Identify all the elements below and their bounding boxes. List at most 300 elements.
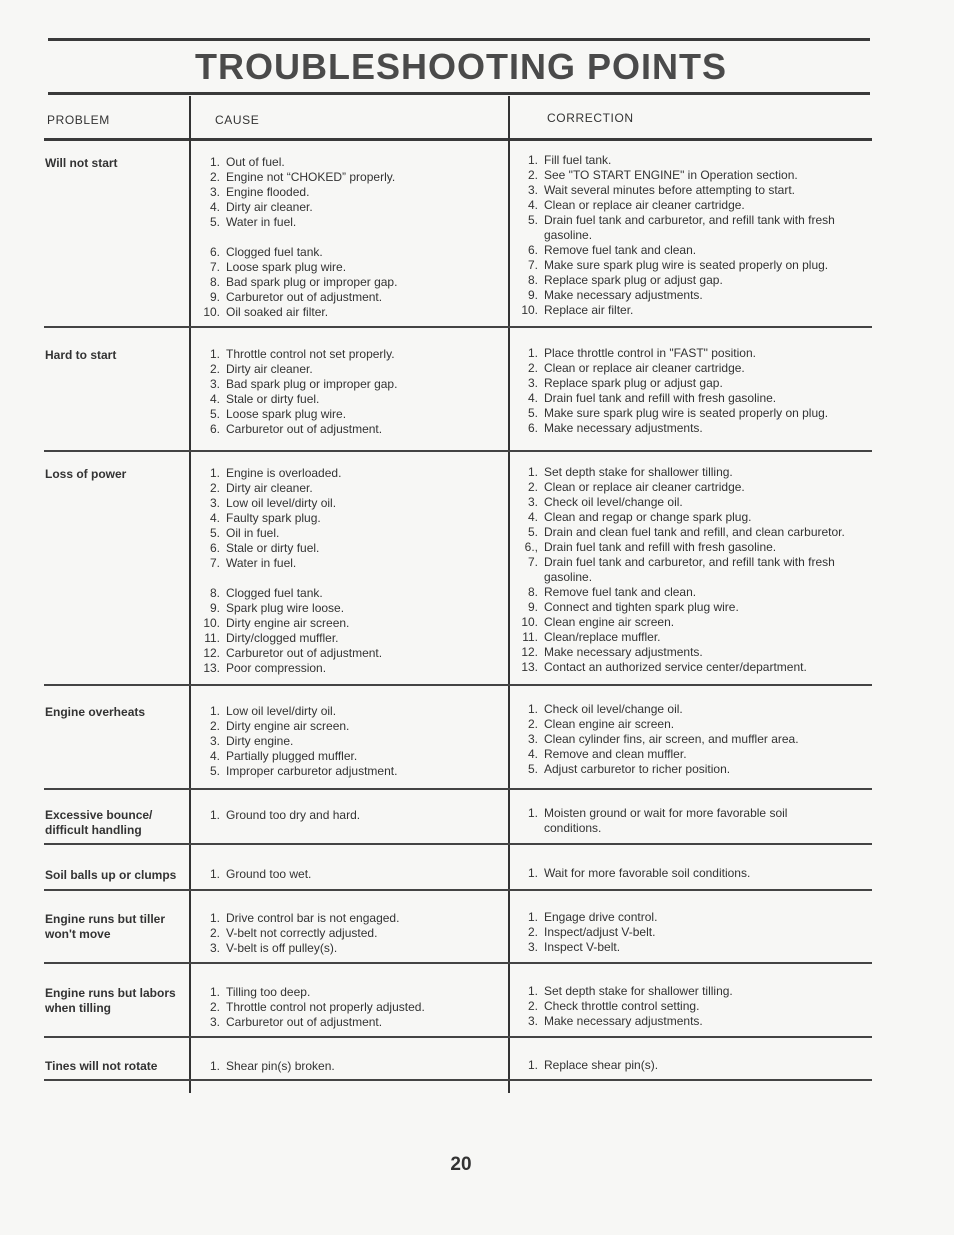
list-item [514,717,864,732]
item-number: 12. [521,645,538,659]
problem-label: Engine runs but labors when tilling [45,986,176,1015]
list-item [514,273,864,288]
cause-list [196,911,501,956]
item-text: Drain fuel tank and refill with fresh gasoline. [544,540,777,554]
list-item [196,305,501,320]
item-number: 6. [209,541,220,555]
item-number: 11. [204,631,220,645]
correction-list [514,702,864,777]
item-number: 9. [527,600,538,614]
list-item [196,155,501,170]
list-item [514,866,864,881]
list-item [514,303,864,318]
item-number: 1. [527,346,538,360]
item-text: Faulty spark plug. [226,511,321,525]
item-text: Replace shear pin(s). [544,1058,659,1072]
item-text: Carburetor out of adjustment. [226,1015,383,1029]
item-number: 5. [209,215,220,229]
item-number: 4. [527,198,538,212]
item-text: Ground too wet. [226,867,312,881]
item-text: Loose spark plug wire. [226,407,347,421]
list-item [514,288,864,303]
row-divider [44,1079,872,1081]
list-item [196,764,501,779]
list-item [514,510,864,525]
item-number: 2. [527,480,538,494]
item-number: 1. [209,867,220,881]
page-title: TROUBLESHOOTING POINTS [195,46,728,87]
item-number: 1. [209,1059,220,1073]
item-text: Clean engine air screen. [544,615,675,629]
item-text: Make necessary adjustments. [544,1014,703,1028]
header-correction: CORRECTION [547,111,634,125]
list-item [514,376,864,391]
list-item [196,185,501,200]
correction-list [514,984,864,1029]
cause-divider [189,96,191,1093]
list-item [196,631,501,646]
problem-label: Hard to start [45,348,117,362]
correction-list [514,465,864,675]
item-text: V-belt is off pulley(s). [226,941,338,955]
item-number: 8. [209,275,220,289]
list-item [196,1059,501,1074]
item-text: Drain fuel tank and carburetor, and refill tank with fresh gasoline. [544,213,835,242]
item-text: Make necessary adjustments. [544,421,703,435]
item-number: 4. [209,200,220,214]
item-number: 10. [521,615,538,629]
item-number: 4. [209,392,220,406]
item-text: Clean or replace air cleaner cartridge. [544,361,745,375]
list-item [196,407,501,422]
list-item [514,1058,864,1073]
list-item [514,168,864,183]
list-item [196,170,501,185]
cause-list [196,867,501,882]
item-number: 2. [209,481,220,495]
list-item [196,808,501,823]
cause-list [196,985,501,1030]
item-number: 6., [524,540,538,554]
list-item [514,183,864,198]
item-number: 3. [209,734,220,748]
item-number: 7. [209,260,220,274]
list-item [196,215,501,230]
item-number: 6. [527,421,538,435]
list-item [514,406,864,421]
item-text: Inspect/adjust V-belt. [544,925,656,939]
list-item [514,153,864,168]
list-item [196,661,501,676]
item-number: 1. [209,985,220,999]
item-text: Partially plugged muffler. [226,749,358,763]
list-item [514,702,864,717]
item-text: Throttle control not properly adjusted. [226,1000,425,1014]
item-number: 2. [527,168,538,182]
row-divider [44,788,872,790]
item-text: Make necessary adjustments. [544,645,703,659]
list-item [196,466,501,481]
item-text: Oil in fuel. [226,526,280,540]
item-text: Dirty/clogged muffler. [226,631,339,645]
item-text: Dirty engine. [226,734,294,748]
problem-label: Will not start [45,156,118,170]
item-number: 2. [527,361,538,375]
item-number: 3. [527,940,538,954]
cause-list [196,808,501,823]
item-number: 3. [209,377,220,391]
item-number: 5. [527,406,538,420]
item-number: 1. [209,704,220,718]
list-item [514,495,864,510]
list-item [514,243,864,258]
list-item [196,556,501,571]
item-text: Make sure spark plug wire is seated properly on plug. [544,406,829,420]
list-item [514,762,864,777]
item-text: Remove and clean muffler. [544,747,687,761]
item-text: Remove fuel tank and clean. [544,585,697,599]
list-item [514,555,864,585]
item-text: Clean/replace muffler. [544,630,661,644]
item-text: Drain and clean fuel tank and refill, and clean carburetor. [544,525,845,539]
item-number: 3. [209,941,220,955]
item-number: 7. [527,555,538,569]
item-text: Inspect V-belt. [544,940,621,954]
list-item [514,940,864,955]
item-text: Low oil level/dirty oil. [226,704,337,718]
list-item [514,213,864,243]
row-divider [44,1036,872,1038]
correction-list [514,910,864,955]
item-text: Stale or dirty fuel. [226,392,320,406]
item-text: Check oil level/change oil. [544,702,683,716]
item-text: Remove fuel tank and clean. [544,243,697,257]
list-item [514,258,864,273]
list-item [196,1000,501,1015]
row-divider [44,326,872,328]
item-text: Shear pin(s) broken. [226,1059,335,1073]
correction-list [514,153,864,318]
item-number: 5. [209,764,220,778]
list-item [514,540,864,555]
item-text: Clean cylinder fins, air screen, and muffler area. [544,732,799,746]
list-item [514,984,864,999]
item-number: 13. [521,660,538,674]
problem-label: Loss of power [45,467,127,481]
item-number: 2. [527,717,538,731]
row-divider [44,843,872,845]
item-number: 9. [209,601,220,615]
list-item [514,391,864,406]
item-number: 3. [209,1015,220,1029]
item-number: 8. [527,585,538,599]
item-text: Place throttle control in "FAST" position. [544,346,756,360]
correction-list [514,806,799,836]
item-text: Moisten ground or wait for more favorable soil conditions. [544,806,788,835]
item-text: Carburetor out of adjustment. [226,290,383,304]
item-text: Poor compression. [226,661,327,675]
cause-list [196,1059,501,1074]
list-item [196,362,501,377]
item-number: 1. [527,153,538,167]
cause-list [196,466,501,676]
list-item [514,600,864,615]
list-item [514,525,864,540]
list-item [514,630,864,645]
item-text: Connect and tighten spark plug wire. [544,600,739,614]
item-text: Low oil level/dirty oil. [226,496,337,510]
item-number: 5. [209,407,220,421]
item-text: Dirty air cleaner. [226,362,313,376]
cause-list [196,347,501,437]
item-number: 4. [209,749,220,763]
item-text: Clean and regap or change spark plug. [544,510,752,524]
row-divider [44,962,872,964]
item-text: Out of fuel. [226,155,285,169]
list-gap [196,571,501,586]
item-number: 2. [209,170,220,184]
item-text: Make sure spark plug wire is seated properly on plug. [544,258,829,272]
item-number: 3. [527,183,538,197]
list-item [196,290,501,305]
item-number: 7. [527,258,538,272]
item-text: Spark plug wire loose. [226,601,345,615]
item-number: 2. [209,926,220,940]
problem-label: Engine overheats [45,705,146,719]
item-text: Replace spark plug or adjust gap. [544,273,723,287]
item-text: Engine is overloaded. [226,466,342,480]
list-item [196,260,501,275]
item-text: Replace spark plug or adjust gap. [544,376,723,390]
row-divider [44,450,872,452]
item-number: 3. [527,1014,538,1028]
item-text: Wait several minutes before attempting to start. [544,183,795,197]
list-item [514,1014,864,1029]
item-number: 1. [527,465,538,479]
item-text: Ground too dry and hard. [226,808,361,822]
list-item [196,941,501,956]
list-item [196,867,501,882]
list-item [196,275,501,290]
item-number: 1. [209,911,220,925]
item-text: Replace air filter. [544,303,634,317]
item-number: 10. [521,303,538,317]
title-rule [48,92,870,95]
list-item [196,911,501,926]
list-item [196,496,501,511]
list-item [196,541,501,556]
item-text: See "TO START ENGINE" in Operation section. [544,168,798,182]
item-text: V-belt not correctly adjusted. [226,926,378,940]
list-item [196,719,501,734]
item-text: Check throttle control setting. [544,999,700,1013]
item-number: 9. [527,288,538,302]
list-item [196,926,501,941]
list-item [196,511,501,526]
list-item [196,749,501,764]
item-text: Wait for more favorable soil conditions. [544,866,751,880]
list-item [196,586,501,601]
list-item [514,615,864,630]
item-text: Drive control bar is not engaged. [226,911,400,925]
top-rule [48,38,870,41]
item-number: 4. [527,510,538,524]
item-text: Clogged fuel tank. [226,245,323,259]
item-text: Clean or replace air cleaner cartridge. [544,198,745,212]
item-number: 3. [209,185,220,199]
list-item [514,480,864,495]
item-number: 13. [203,661,220,675]
item-text: Clogged fuel tank. [226,586,323,600]
list-item [196,616,501,631]
item-number: 5. [209,526,220,540]
list-item [196,481,501,496]
item-text: Clean engine air screen. [544,717,675,731]
item-number: 1. [527,984,538,998]
list-item [196,422,501,437]
list-item [196,347,501,362]
item-text: Adjust carburetor to richer position. [544,762,731,776]
problem-label: Excessive bounce/ difficult handling [45,808,153,837]
list-item [196,734,501,749]
item-text: Engine not “CHOKED” properly. [226,170,396,184]
list-item [196,200,501,215]
item-number: 1. [527,910,538,924]
list-item [514,925,864,940]
list-item [514,198,864,213]
item-number: 3. [527,732,538,746]
item-number: 2. [209,1000,220,1014]
item-number: 8. [527,273,538,287]
item-number: 4. [209,511,220,525]
item-number: 5. [527,213,538,227]
list-item [514,732,864,747]
problem-label: Tines will not rotate [45,1059,158,1073]
list-item [514,747,864,762]
item-text: Bad spark plug or improper gap. [226,377,398,391]
cause-list [196,704,501,779]
item-number: 4. [527,747,538,761]
item-number: 2. [209,719,220,733]
item-text: Set depth stake for shallower tilling. [544,465,733,479]
list-item [196,245,501,260]
item-text: Bad spark plug or improper gap. [226,275,398,289]
item-text: Dirty air cleaner. [226,200,313,214]
item-text: Drain fuel tank and carburetor, and refill tank with fresh gasoline. [544,555,835,584]
header-problem: PROBLEM [47,113,110,127]
item-number: 1. [527,866,538,880]
item-number: 1. [209,466,220,480]
item-text: Dirty engine air screen. [226,719,350,733]
item-text: Carburetor out of adjustment. [226,422,383,436]
item-number: 3. [527,376,538,390]
problem-label: Soil balls up or clumps [45,868,177,882]
item-number: 9. [209,290,220,304]
item-text: Fill fuel tank. [544,153,612,167]
item-text: Engage drive control. [544,910,658,924]
item-number: 10. [203,616,220,630]
item-text: Improper carburetor adjustment. [226,764,398,778]
item-text: Tilling too deep. [226,985,311,999]
item-text: Clean or replace air cleaner cartridge. [544,480,745,494]
list-item [514,361,864,376]
item-text: Contact an authorized service center/department. [544,660,807,674]
item-text: Engine flooded. [226,185,310,199]
item-number: 2. [527,999,538,1013]
item-number: 4. [527,391,538,405]
item-text: Oil soaked air filter. [226,305,329,319]
page-number: 20 [450,1154,472,1175]
list-gap [196,230,501,245]
header-rule [44,138,872,141]
item-number: 1. [527,702,538,716]
item-number: 1. [209,808,220,822]
list-item [196,1015,501,1030]
list-item [514,645,864,660]
item-text: Throttle control not set properly. [226,347,395,361]
item-number: 8. [209,586,220,600]
list-item [514,465,864,480]
list-item [514,910,864,925]
item-number: 6. [209,422,220,436]
item-text: Check oil level/change oil. [544,495,683,509]
list-item [514,806,799,836]
list-item [196,646,501,661]
list-item [514,421,864,436]
item-number: 7. [209,556,220,570]
list-item [514,999,864,1014]
item-number: 10. [203,305,220,319]
item-text: Loose spark plug wire. [226,260,347,274]
header-cause: CAUSE [215,113,260,127]
item-number: 3. [209,496,220,510]
list-item [196,392,501,407]
list-item [196,526,501,541]
problem-label: Engine runs but tiller won't move [45,912,166,941]
list-item [196,985,501,1000]
item-number: 5. [527,525,538,539]
item-text: Water in fuel. [226,215,297,229]
item-text: Drain fuel tank and refill with fresh gasoline. [544,391,777,405]
item-number: 2. [527,925,538,939]
item-text: Dirty air cleaner. [226,481,313,495]
correction-list [514,1058,864,1073]
item-number: 5. [527,762,538,776]
item-text: Stale or dirty fuel. [226,541,320,555]
row-divider [44,889,872,891]
correction-list [514,866,864,881]
list-item [514,346,864,361]
item-text: Water in fuel. [226,556,297,570]
list-item [514,660,864,675]
row-divider [44,684,872,686]
item-number: 1. [527,806,538,820]
item-number: 3. [527,495,538,509]
item-text: Dirty engine air screen. [226,616,350,630]
item-number: 11. [522,630,538,644]
item-number: 6. [209,245,220,259]
list-item [196,704,501,719]
item-text: Make necessary adjustments. [544,288,703,302]
item-number: 2. [209,362,220,376]
correction-list [514,346,864,436]
correction-divider [508,96,510,1093]
item-number: 1. [209,347,220,361]
cause-list [196,155,501,320]
item-text: Carburetor out of adjustment. [226,646,383,660]
item-number: 1. [527,1058,538,1072]
item-number: 1. [209,155,220,169]
